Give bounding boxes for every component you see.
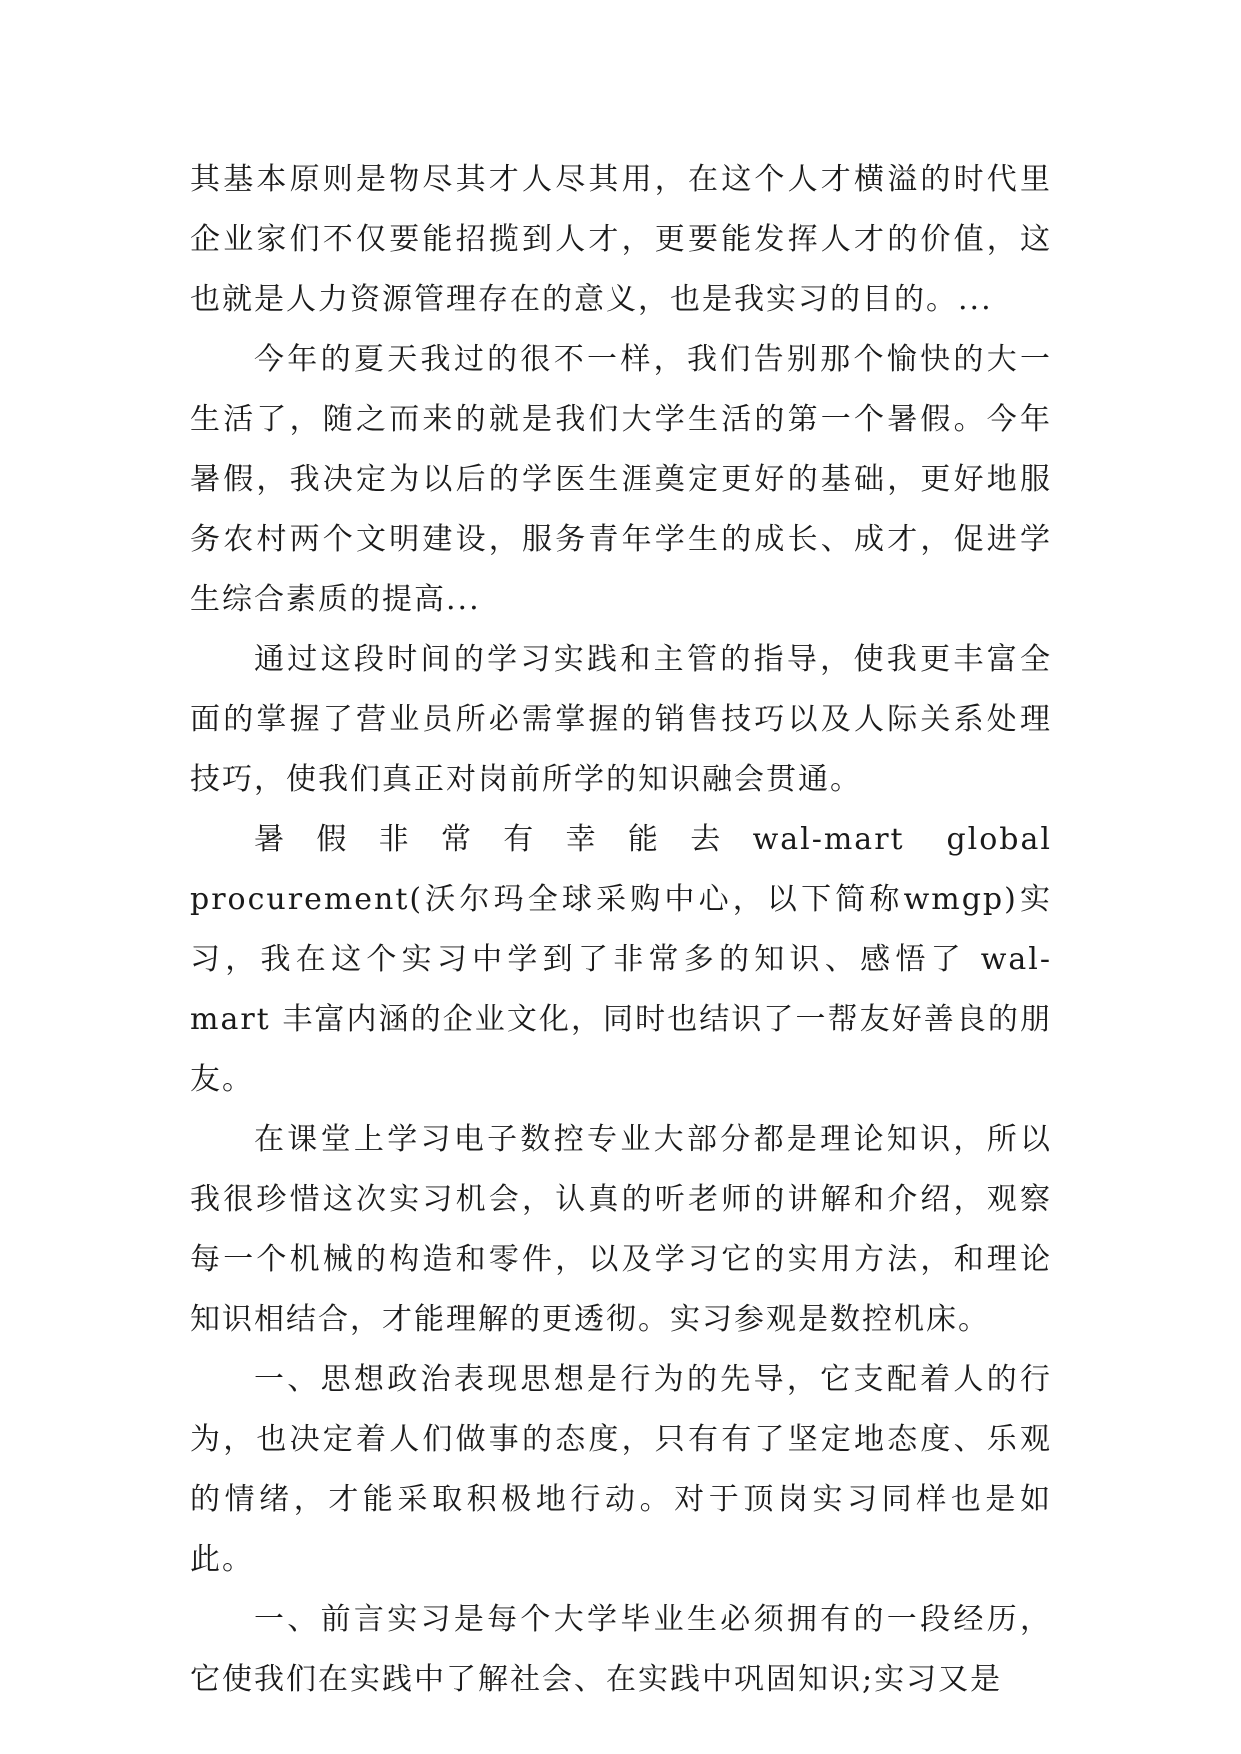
paragraph-2: 今年的夏天我过的很不一样，我们告别那个愉快的大一生活了，随之而来的就是我们大学生活的第一个暑假。今年暑假，我决定为以后的学医生涯奠定更好的基础，更好地服务农村两个文明建设，服务青年学生的成长、成才，促进学生综合素质的提高... bbox=[190, 342, 1052, 617]
paragraph-5: 在课堂上学习电子数控专业大部分都是理论知识，所以我很珍惜这次实习机会，认真的听老师的讲解和介绍，观察每一个机械的构造和零件，以及学习它的实用方法，和理论知识相结合，才能理解的更透彻。实习参观是数控机床。 bbox=[190, 1122, 1052, 1337]
paragraph-1: 其基本原则是物尽其才人尽其用，在这个人才横溢的时代里企业家们不仅要能招揽到人才，更要能发挥人才的价值，这也就是人力资源管理存在的意义，也是我实习的目的。... bbox=[190, 162, 1052, 317]
paragraph-3: 通过这段时间的学习实践和主管的指导，使我更丰富全面的掌握了营业员所必需掌握的销售技巧以及人际关系处理技巧，使我们真正对岗前所学的知识融会贯通。 bbox=[190, 642, 1052, 797]
document-body bbox=[190, 150, 1052, 1710]
paragraph-6: 一、思想政治表现思想是行为的先导，它支配着人的行为，也决定着人们做事的态度，只有有了坚定地态度、乐观的情绪，才能采取积极地行动。对于顶岗实习同样也是如此。 bbox=[190, 1362, 1052, 1577]
paragraph-4: 暑假非常有幸能去wal-mart global procurement(沃尔玛全球采购中心，以下简称wmgp)实习，我在这个实习中学到了非常多的知识、感悟了 wal-mart 丰富内涵的企业文化，同时也结识了一帮友好善良的朋友。 bbox=[190, 822, 1052, 1097]
paragraph-7: 一、前言实习是每个大学毕业生必须拥有的一段经历，它使我们在实践中了解社会、在实践中巩固知识;实习又是 bbox=[190, 1602, 1052, 1697]
